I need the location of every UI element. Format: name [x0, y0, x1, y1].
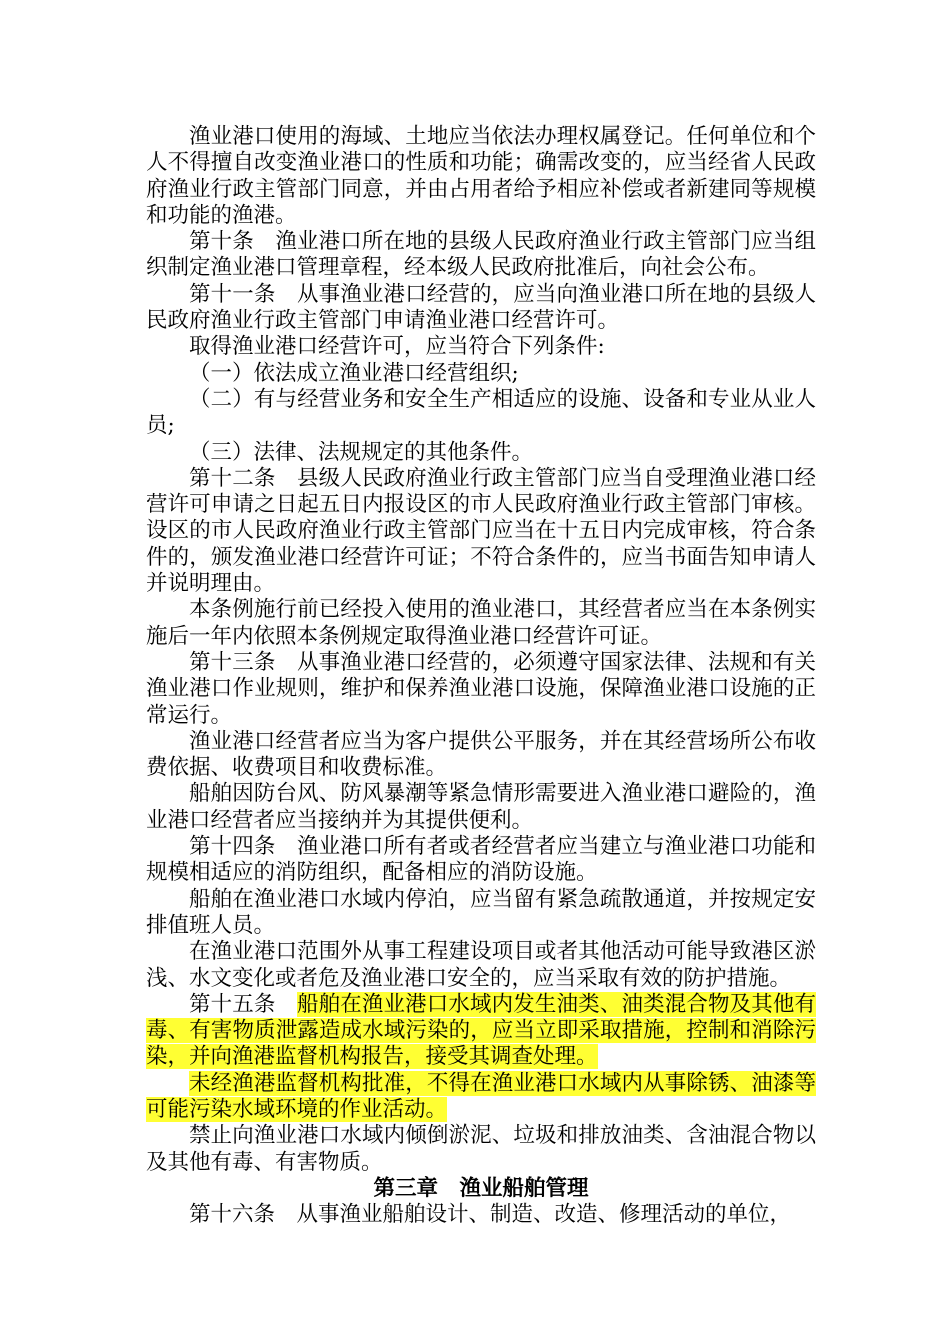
paragraph-text: 取得渔业港口经营许可，应当符合下列条件:: [189, 334, 605, 360]
paragraph-text: 从事渔业船舶设计、制造、改造、修理活动的单位，: [296, 1202, 792, 1228]
paragraph-text: 本条例施行前已经投入使用的渔业港口，其经营者应当在本条例实施后一年内依照本条例规定取得渔业港口经营许可证。: [146, 597, 816, 649]
article-label: 第十条: [189, 229, 254, 255]
paragraph-text: 渔业港口所在地的县级人民政府渔业行政主管部门应当组织制定渔业港口管理章程，经本级人民政府批准后，向社会公布。: [146, 229, 816, 281]
paragraph-text: 从事渔业港口经营的，必须遵守国家法律、法规和有关渔业港口作业规则，维护和保养渔业港口设施，保障渔业港口设施的正常运行。: [146, 649, 816, 728]
paragraph-text: 船舶在渔业港口水域内停泊，应当留有紧急疏散通道，并按规定安排值班人员。: [146, 886, 816, 938]
chapter-heading: 第三章 渔业船舶管理: [373, 1175, 589, 1201]
article-12: [146, 466, 816, 597]
paragraph: [146, 334, 816, 360]
paragraph-text: （二）有与经营业务和安全生产相适应的设施、设备和专业从业人员;: [146, 386, 816, 439]
article-14: [146, 834, 816, 887]
article-label: 第十五条: [189, 991, 276, 1017]
list-item: [146, 387, 816, 440]
article-11: [146, 282, 816, 335]
highlighted-text: 船舶在渔业港口水域内发生油类、油类混合物及其他有毒、有害物质泄露造成水域污染的，应当立即采取措施，控制和消除污染，并向渔港监督机构报告，接受其调查处理。: [146, 991, 816, 1070]
list-item: [146, 440, 816, 466]
paragraph: [146, 1123, 816, 1176]
document-page: [146, 124, 816, 1228]
article-15: [146, 992, 816, 1071]
paragraph-text: 船舶因防台风、防风暴潮等紧急情形需要进入渔业港口避险的，渔业港口经营者应当接纳并为其提供便利。: [146, 781, 816, 833]
paragraph-text: 县级人民政府渔业行政主管部门应当自受理渔业港口经营许可申请之日起五日内报设区的市人民政府渔业行政主管部门审核。设区的市人民政府渔业行政主管部门应当在十五日内完成审核，符合条件的，颁发渔业港口经营许可证；不符合条件的，应当书面告知申请人并说明理由。: [146, 465, 816, 597]
paragraph-text: （三）法律、法规规定的其他条件。: [189, 439, 534, 465]
article-16: [146, 1202, 816, 1228]
paragraph: [146, 939, 816, 992]
paragraph: [146, 124, 816, 229]
article-label: 第十三条: [189, 649, 276, 675]
article-13: [146, 650, 816, 729]
paragraph-text: 在渔业港口范围外从事工程建设项目或者其他活动可能导致港区淤浅、水文变化或者危及渔业港口安全的，应当采取有效的防护措施。: [146, 939, 816, 991]
paragraph: [146, 597, 816, 650]
article-10: [146, 229, 816, 282]
highlighted-text: 未经渔港监督机构批准，不得在渔业港口水域内从事除锈、油漆等可能污染水域环境的作业活动。: [146, 1070, 816, 1122]
paragraph-text: 渔业港口使用的海域、土地应当依法办理权属登记。任何单位和个人不得擅自改变渔业港口的性质和功能；确需改变的，应当经省人民政府渔业行政主管部门同意，并由占用者给予相应补偿或者新建同等规模和功能的渔港。: [146, 124, 816, 228]
paragraph: [146, 781, 816, 834]
paragraph-text: 从事渔业港口经营的，应当向渔业港口所在地的县级人民政府渔业行政主管部门申请渔业港口经营许可。: [146, 281, 816, 334]
paragraph-text: 渔业港口所有者或者经营者应当建立与渔业港口功能和规模相适应的消防组织，配备相应的消防设施。: [146, 834, 816, 886]
paragraph: [146, 887, 816, 940]
list-item: [146, 361, 816, 387]
paragraph: [146, 1071, 816, 1124]
article-label: 第十六条: [189, 1202, 276, 1228]
article-label: 第十四条: [189, 834, 276, 860]
paragraph: [146, 729, 816, 782]
paragraph-text: 渔业港口经营者应当为客户提供公平服务，并在其经营场所公布收费依据、收费项目和收费标准。: [146, 728, 816, 781]
article-label: 第十二条: [189, 465, 276, 491]
paragraph-text: （一）依法成立渔业港口经营组织;: [189, 360, 519, 386]
article-label: 第十一条: [189, 281, 276, 307]
paragraph-text: 禁止向渔业港口水域内倾倒淤泥、垃圾和排放油类、含油混合物以及其他有毒、有害物质。: [146, 1123, 816, 1175]
